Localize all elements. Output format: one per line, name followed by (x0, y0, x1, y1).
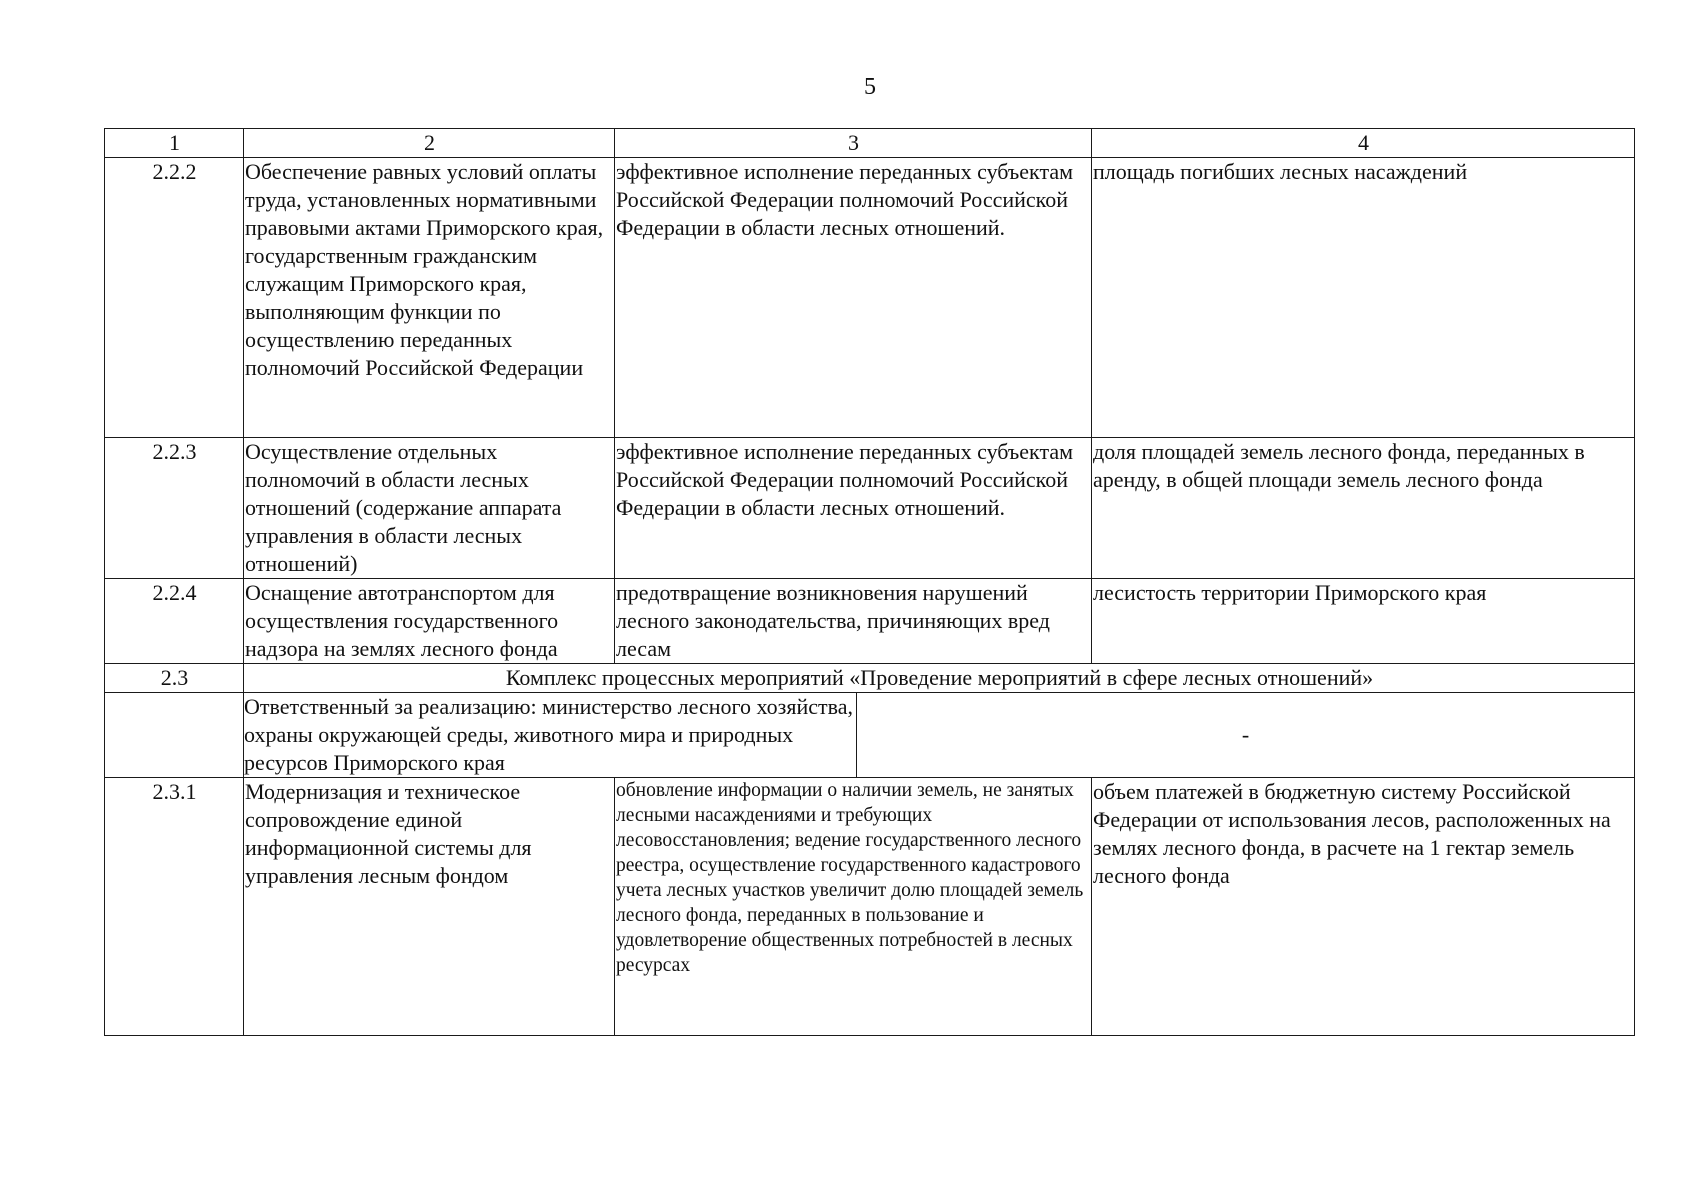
measure-cell: Модернизация и техническое сопровождение единой информационной системы для управления лесным фондом (244, 778, 615, 1036)
table-row (105, 579, 1635, 664)
header-col-4: 4 (1092, 129, 1635, 158)
header-col-3: 3 (615, 129, 1092, 158)
measure-cell: Оснащение автотранспортом для осуществления государственного надзора на землях лесного фонда (244, 579, 615, 664)
page-number: 5 (864, 74, 876, 100)
table-row (105, 438, 1635, 579)
table-row (105, 158, 1635, 438)
result-cell: эффективное исполнение переданных субъектам Российской Федерации полномочий Российской Федерации в области лесных отношений. (615, 438, 1092, 579)
measures-table (104, 128, 1635, 1036)
empty-cell (105, 693, 244, 778)
indicator-cell: объем платежей в бюджетную систему Российской Федерации от использования лесов, расположенных на землях лесного фонда, в расчете на 1 гектар земель лесного фонда (1092, 778, 1635, 1036)
row-number: 2.2.2 (105, 158, 244, 438)
responsible-wrap (244, 693, 1634, 777)
responsible-row (105, 693, 1635, 778)
result-cell: обновление информации о наличии земель, не занятых лесными насаждениями и требующих лесовосстановления; ведение государственного лесного реестра, осуществление государственного кадастрового учета лесных участков увеличит долю площадей земель лесного фонда, переданных в пользование и удовлетворение общественных потребностей в лесных ресурсах (615, 778, 1092, 1036)
responsible-value: - (1241, 722, 1250, 747)
measure-cell: Осуществление отдельных полномочий в области лесных отношений (содержание аппарата управления в области лесных отношений) (244, 438, 615, 579)
responsible-text: Ответственный за реализацию: министерство лесного хозяйства, охраны окружающей среды, животного мира и природных ресурсов Приморского края (244, 693, 857, 777)
table-header-row (105, 129, 1635, 158)
result-cell: предотвращение возникновения нарушений лесного законодательства, причиняющих вред лесам (615, 579, 1092, 664)
indicator-cell: площадь погибших лесных насаждений (1092, 158, 1635, 438)
header-col-2: 2 (244, 129, 615, 158)
indicator-cell: доля площадей земель лесного фонда, переданных в аренду, в общей площади земель лесного фонда (1092, 438, 1635, 579)
measure-cell: Обеспечение равных условий оплаты труда, установленных нормативными правовыми актами Приморского края, государственным гражданским служащим Приморского края, выполняющим функции по осуществлению переданных полномочий Российской Федерации (244, 158, 615, 438)
row-number: 2.2.4 (105, 579, 244, 664)
indicator-cell: лесистость территории Приморского края (1092, 579, 1635, 664)
row-number: 2.3.1 (105, 778, 244, 1036)
section-number: 2.3 (105, 664, 244, 693)
row-number: 2.2.3 (105, 438, 244, 579)
table-row (105, 778, 1635, 1036)
result-cell: эффективное исполнение переданных субъектам Российской Федерации полномочий Российской Федерации в области лесных отношений. (615, 158, 1092, 438)
section-title: Комплекс процессных мероприятий «Проведение мероприятий в сфере лесных отношений» (244, 664, 1635, 693)
responsible-cell (244, 693, 1635, 778)
header-col-1: 1 (105, 129, 244, 158)
section-header-row (105, 664, 1635, 693)
